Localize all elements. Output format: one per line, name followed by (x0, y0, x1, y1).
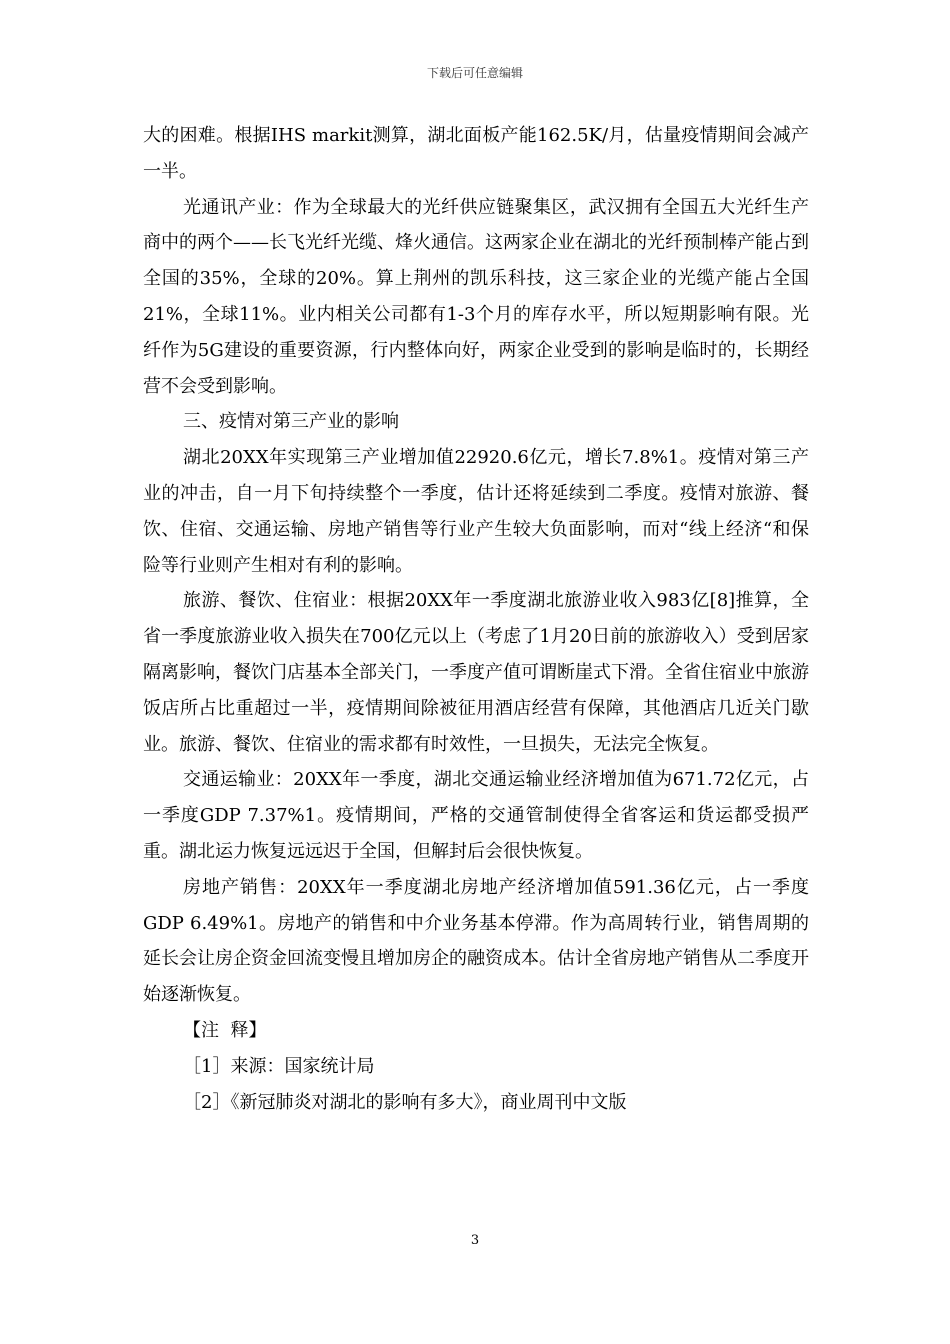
document-body (143, 118, 809, 1120)
paragraph-tourism-catering-lodging: 旅游、餐饮、住宿业：根据20XX年一季度湖北旅游业收入983亿[8]推算，全省一季度旅游业收入损失在700亿元以上（考虑了1月20日前的旅游收入）受到居家隔离影响，餐饮门店基本全部关门，一季度产值可谓断崖式下滑。全省住宿业中旅游饭店所占比重超过一半，疫情期间除被征用酒店经营有保障，其他酒店几近关门歇业。旅游、餐饮、住宿业的需求都有时效性，一旦损失，无法完全恢复。 (143, 590, 809, 755)
notes-heading: 【注 释】 (183, 1019, 267, 1041)
paragraph-tertiary-overview: 湖北20XX年实现第三产业增加值22920.6亿元，增长7.8%1。疫情对第三产业的冲击，自一月下旬持续整个一季度，估计还将延续到二季度。疫情对旅游、餐饮、住宿、交通运输、房地产销售等行业产生较大负面影响，而对“线上经济“和保险等行业则产生相对有利的影响。 (143, 447, 809, 576)
note-item-1: ［1］来源：国家统计局 (183, 1055, 375, 1077)
page-header: 下载后可任意编辑 (426, 66, 523, 80)
page-number: 3 (470, 1233, 480, 1248)
paragraph-optical-communication: 光通讯产业：作为全球最大的光纤供应链聚集区，武汉拥有全国五大光纤生产商中的两个——长飞光纤光缆、烽火通信。这两家企业在湖北的光纤预制棒产能占到全国的35%，全球的20%。算上荆州的凯乐科技，这三家企业的光缆产能占全国21%，全球11%。业内相关公司都有1-3个月的库存水平，所以短期影响有限。光纤作为5G建设的重要资源，行内整体向好，两家企业受到的影响是临时的，长期经营不会受到影响。 (143, 196, 809, 397)
section-heading-tertiary-industry: 三、疫情对第三产业的影响 (183, 411, 399, 433)
paragraph-panel-industry-continued: 大的困难。根据IHS markit测算，湖北面板产能162.5K/月，估量疫情期间会减产一半。 (143, 125, 809, 182)
note-item-2: ［2］《新冠肺炎对湖北的影响有多大》，商业周刊中文版 (183, 1091, 627, 1113)
paragraph-transportation: 交通运输业：20XX年一季度，湖北交通运输业经济增加值为671.72亿元，占一季度GDP 7.37%1。疫情期间，严格的交通管制使得全省客运和货运都受损严重。湖北运力恢复远远迟于全国，但解封后会很快恢复。 (143, 769, 809, 862)
paragraph-real-estate: 房地产销售：20XX年一季度湖北房地产经济增加值591.36亿元，占一季度GDP 6.49%1。房地产的销售和中介业务基本停滞。作为高周转行业，销售周期的延长会让房企资金回流变慢且增加房企的融资成本。估计全省房地产销售从二季度开始逐渐恢复。 (143, 876, 809, 1006)
